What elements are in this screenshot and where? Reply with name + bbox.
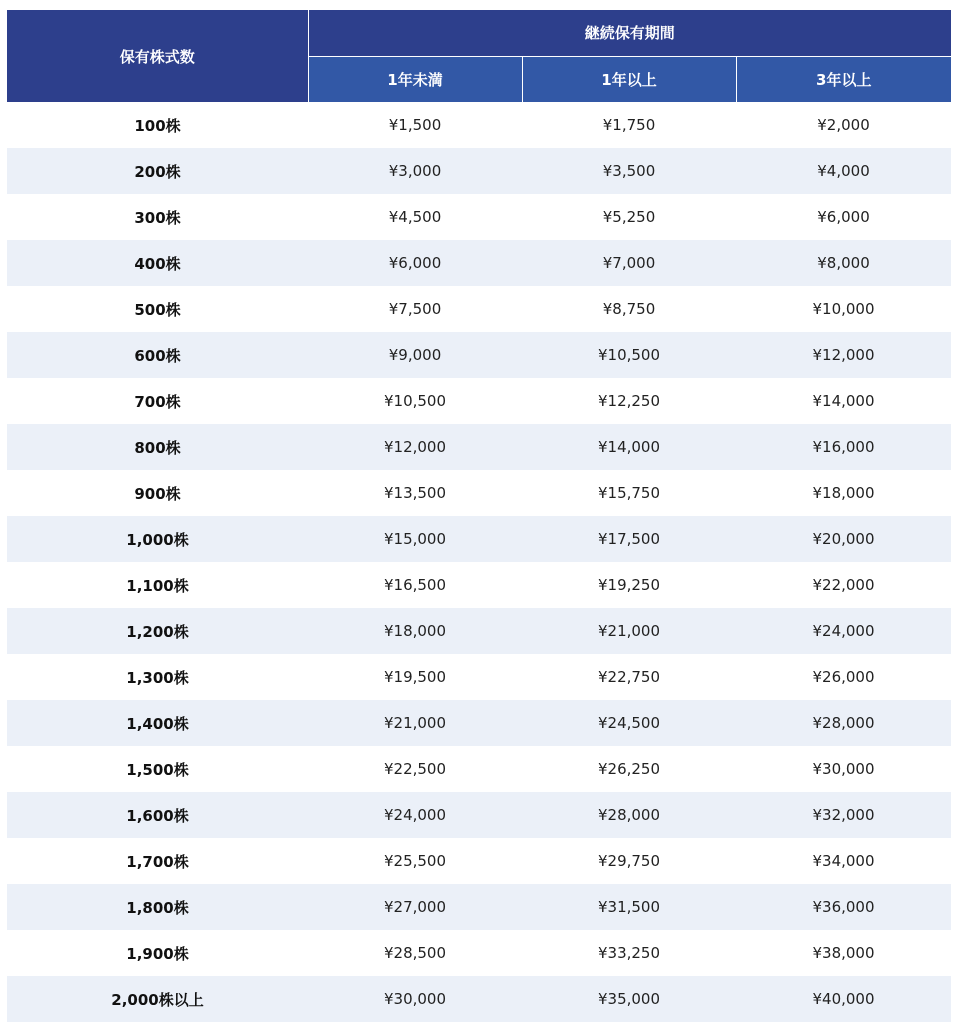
amount-3-years-plus-cell: ¥26,000 (736, 654, 951, 700)
amount-under-1-year-cell: ¥12,000 (308, 424, 522, 470)
amount-1-year-plus-cell: ¥8,750 (522, 286, 736, 332)
amount-1-year-plus-cell: ¥7,000 (522, 240, 736, 286)
stock-count-cell: 100株 (7, 102, 308, 148)
amount-3-years-plus-cell: ¥30,000 (736, 746, 951, 792)
amount-1-year-plus-cell: ¥15,750 (522, 470, 736, 516)
amount-1-year-plus-cell: ¥33,250 (522, 930, 736, 976)
amount-3-years-plus-cell: ¥2,000 (736, 102, 951, 148)
amount-1-year-plus-cell: ¥14,000 (522, 424, 736, 470)
amount-3-years-plus-cell: ¥6,000 (736, 194, 951, 240)
table-row (7, 148, 951, 194)
table-row (7, 516, 951, 562)
stock-count-cell: 900株 (7, 470, 308, 516)
stock-count-cell: 1,500株 (7, 746, 308, 792)
stock-count-cell: 400株 (7, 240, 308, 286)
header-stock-count: 保有株式数 (7, 10, 308, 102)
amount-1-year-plus-cell: ¥19,250 (522, 562, 736, 608)
table-row (7, 608, 951, 654)
amount-under-1-year-cell: ¥25,500 (308, 838, 522, 884)
amount-3-years-plus-cell: ¥14,000 (736, 378, 951, 424)
stock-count-cell: 1,200株 (7, 608, 308, 654)
stock-count-cell: 1,000株 (7, 516, 308, 562)
stock-count-cell: 1,900株 (7, 930, 308, 976)
table-container (7, 10, 951, 1022)
amount-1-year-plus-cell: ¥24,500 (522, 700, 736, 746)
table-row (7, 700, 951, 746)
stock-count-cell: 600株 (7, 332, 308, 378)
table-row (7, 884, 951, 930)
amount-under-1-year-cell: ¥9,000 (308, 332, 522, 378)
amount-under-1-year-cell: ¥22,500 (308, 746, 522, 792)
table-row (7, 424, 951, 470)
amount-under-1-year-cell: ¥30,000 (308, 976, 522, 1022)
amount-3-years-plus-cell: ¥4,000 (736, 148, 951, 194)
amount-3-years-plus-cell: ¥8,000 (736, 240, 951, 286)
table-row (7, 746, 951, 792)
stock-count-cell: 1,300株 (7, 654, 308, 700)
stock-count-cell: 2,000株以上 (7, 976, 308, 1022)
amount-1-year-plus-cell: ¥35,000 (522, 976, 736, 1022)
amount-1-year-plus-cell: ¥21,000 (522, 608, 736, 654)
table-row (7, 562, 951, 608)
amount-1-year-plus-cell: ¥17,500 (522, 516, 736, 562)
table-row (7, 240, 951, 286)
amount-under-1-year-cell: ¥19,500 (308, 654, 522, 700)
amount-under-1-year-cell: ¥27,000 (308, 884, 522, 930)
table-row (7, 332, 951, 378)
stock-count-cell: 1,700株 (7, 838, 308, 884)
amount-under-1-year-cell: ¥13,500 (308, 470, 522, 516)
amount-3-years-plus-cell: ¥34,000 (736, 838, 951, 884)
amount-under-1-year-cell: ¥21,000 (308, 700, 522, 746)
table-row (7, 930, 951, 976)
amount-3-years-plus-cell: ¥40,000 (736, 976, 951, 1022)
table-row (7, 838, 951, 884)
amount-1-year-plus-cell: ¥31,500 (522, 884, 736, 930)
table-row (7, 470, 951, 516)
table-row (7, 194, 951, 240)
stock-count-cell: 800株 (7, 424, 308, 470)
stock-count-cell: 500株 (7, 286, 308, 332)
amount-3-years-plus-cell: ¥16,000 (736, 424, 951, 470)
amount-1-year-plus-cell: ¥28,000 (522, 792, 736, 838)
table-row (7, 102, 951, 148)
header-period-1-year-plus: 1年以上 (522, 56, 736, 102)
stock-count-cell: 1,400株 (7, 700, 308, 746)
stock-count-cell: 1,100株 (7, 562, 308, 608)
amount-3-years-plus-cell: ¥12,000 (736, 332, 951, 378)
shareholder-benefit-table (7, 10, 951, 1022)
amount-1-year-plus-cell: ¥26,250 (522, 746, 736, 792)
amount-under-1-year-cell: ¥6,000 (308, 240, 522, 286)
amount-3-years-plus-cell: ¥28,000 (736, 700, 951, 746)
amount-1-year-plus-cell: ¥12,250 (522, 378, 736, 424)
header-holding-period: 継続保有期間 (308, 10, 951, 56)
amount-3-years-plus-cell: ¥32,000 (736, 792, 951, 838)
amount-under-1-year-cell: ¥3,000 (308, 148, 522, 194)
amount-1-year-plus-cell: ¥1,750 (522, 102, 736, 148)
amount-1-year-plus-cell: ¥10,500 (522, 332, 736, 378)
amount-under-1-year-cell: ¥10,500 (308, 378, 522, 424)
amount-3-years-plus-cell: ¥20,000 (736, 516, 951, 562)
amount-1-year-plus-cell: ¥3,500 (522, 148, 736, 194)
amount-3-years-plus-cell: ¥10,000 (736, 286, 951, 332)
stock-count-cell: 300株 (7, 194, 308, 240)
amount-under-1-year-cell: ¥28,500 (308, 930, 522, 976)
table-body (7, 102, 951, 1022)
amount-under-1-year-cell: ¥7,500 (308, 286, 522, 332)
amount-under-1-year-cell: ¥18,000 (308, 608, 522, 654)
table-row (7, 378, 951, 424)
table-row (7, 654, 951, 700)
stock-count-cell: 1,800株 (7, 884, 308, 930)
stock-count-cell: 700株 (7, 378, 308, 424)
amount-3-years-plus-cell: ¥22,000 (736, 562, 951, 608)
amount-3-years-plus-cell: ¥38,000 (736, 930, 951, 976)
amount-under-1-year-cell: ¥15,000 (308, 516, 522, 562)
stock-count-cell: 200株 (7, 148, 308, 194)
amount-1-year-plus-cell: ¥29,750 (522, 838, 736, 884)
amount-under-1-year-cell: ¥24,000 (308, 792, 522, 838)
table-row (7, 286, 951, 332)
header-period-3-years-plus: 3年以上 (736, 56, 951, 102)
table-header (7, 10, 951, 102)
amount-3-years-plus-cell: ¥36,000 (736, 884, 951, 930)
amount-under-1-year-cell: ¥1,500 (308, 102, 522, 148)
amount-3-years-plus-cell: ¥24,000 (736, 608, 951, 654)
amount-under-1-year-cell: ¥16,500 (308, 562, 522, 608)
amount-1-year-plus-cell: ¥22,750 (522, 654, 736, 700)
amount-1-year-plus-cell: ¥5,250 (522, 194, 736, 240)
header-period-under-1-year: 1年未満 (308, 56, 522, 102)
amount-under-1-year-cell: ¥4,500 (308, 194, 522, 240)
table-row (7, 976, 951, 1022)
amount-3-years-plus-cell: ¥18,000 (736, 470, 951, 516)
table-row (7, 792, 951, 838)
stock-count-cell: 1,600株 (7, 792, 308, 838)
